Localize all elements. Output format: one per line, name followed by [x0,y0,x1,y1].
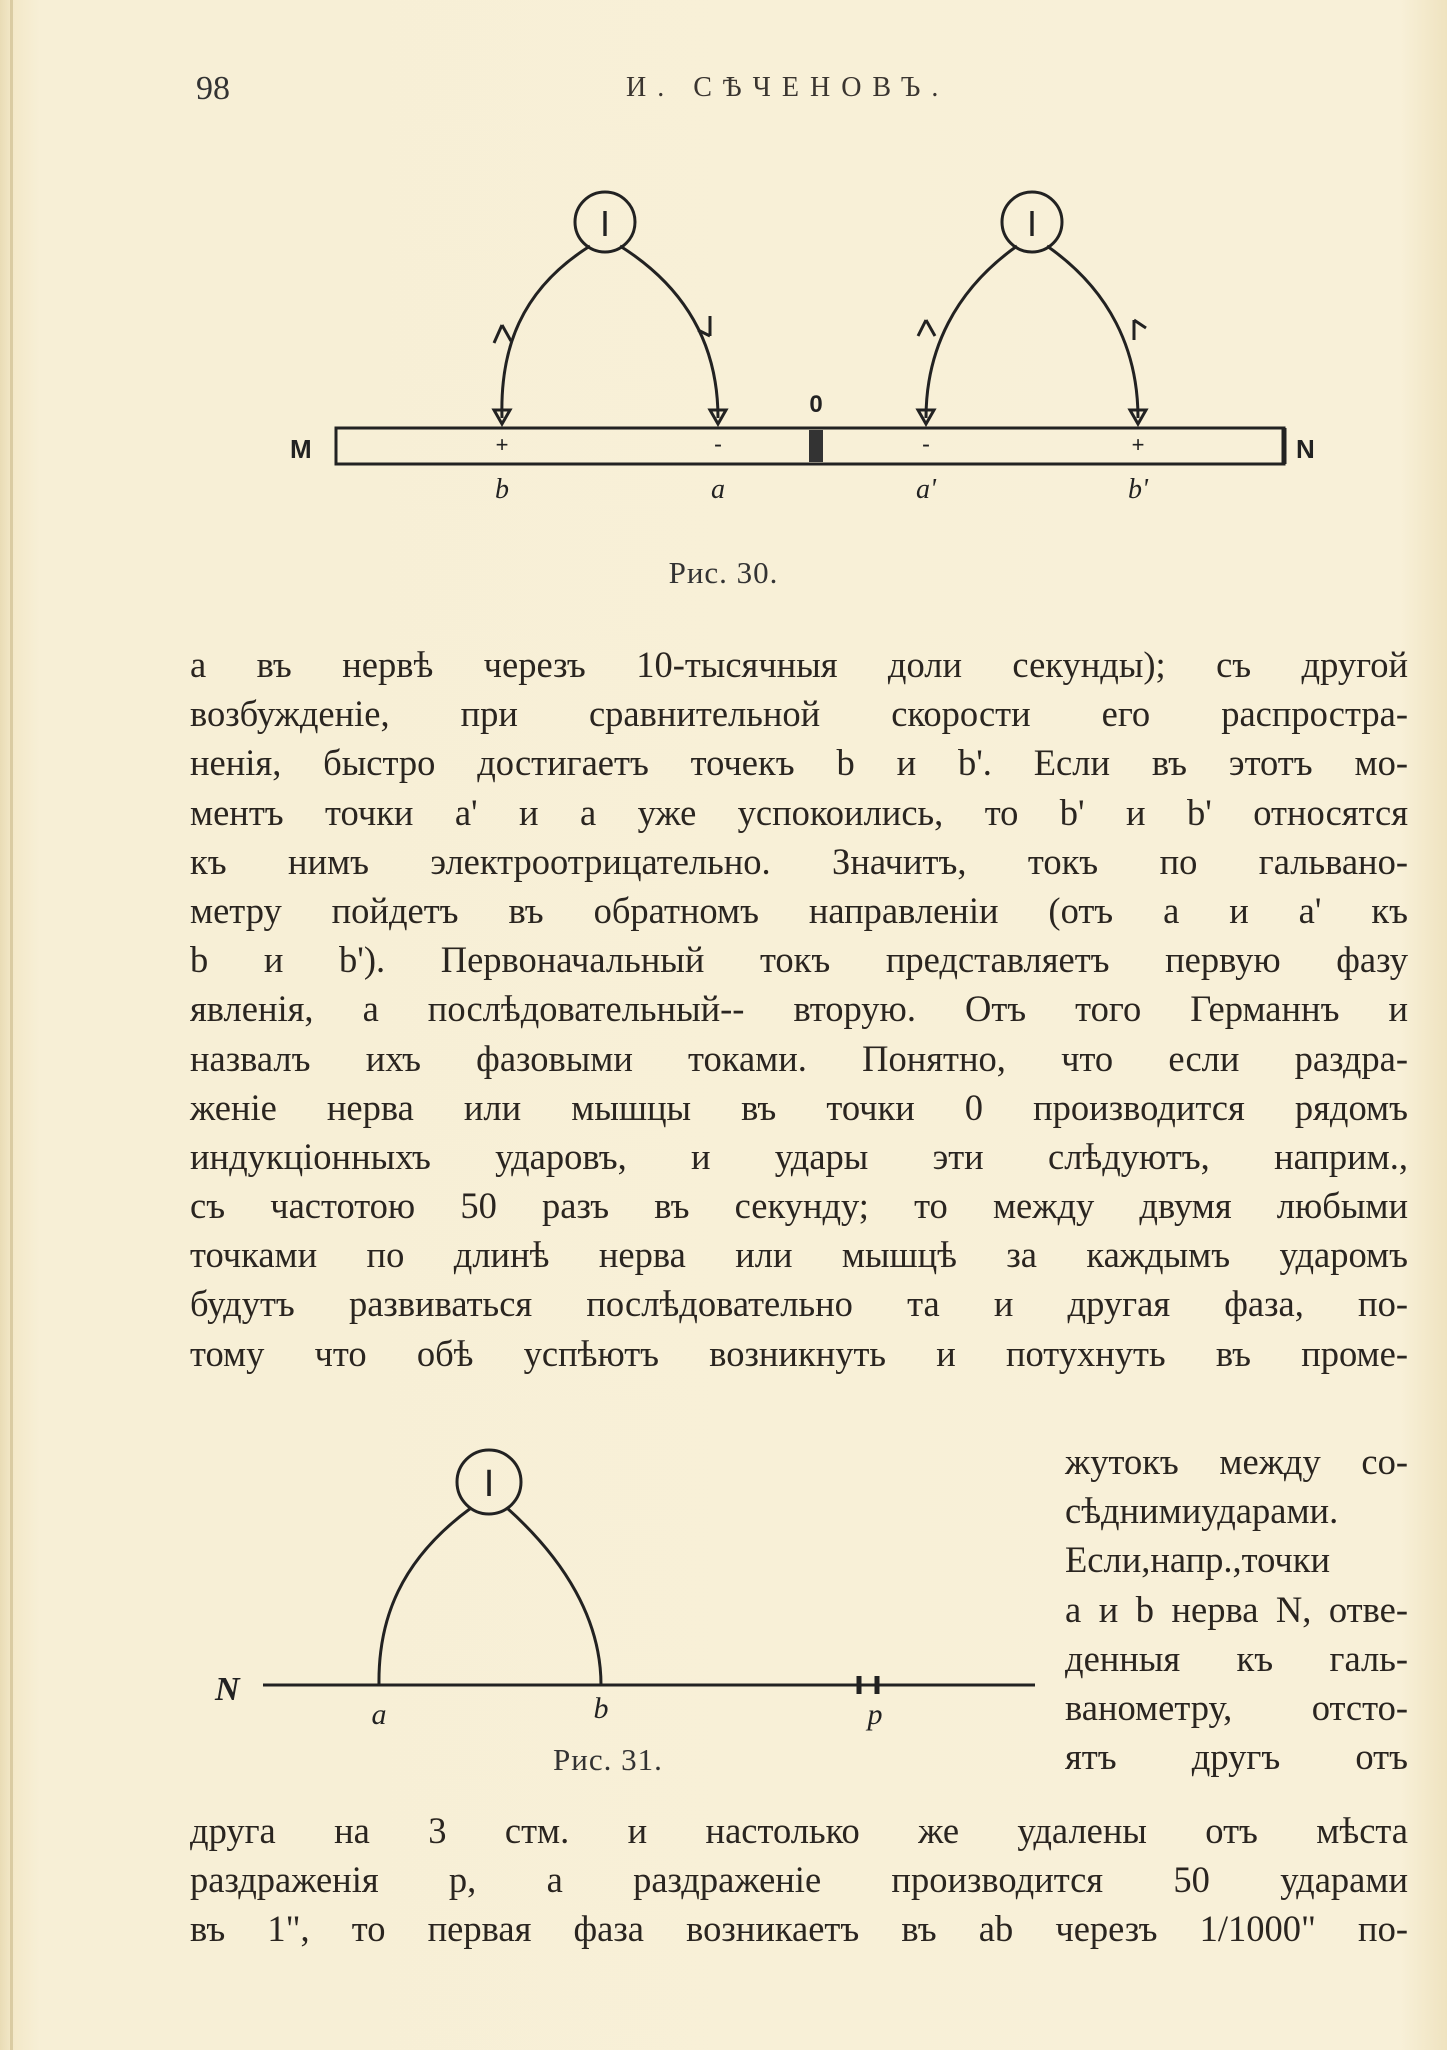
text-line: ванометру, отсто- [1065,1686,1408,1728]
point-a-prime: a' [916,474,936,505]
text-line: будутъ развиваться послѣдовательно та и другая фаза, по- [190,1283,1408,1325]
text-line: денныя къ галь- [1065,1637,1408,1679]
label-N: N [1296,434,1315,464]
running-head: И. СѢЧЕНОВЪ. [626,72,950,103]
text-line: ятъ другъ отъ [1065,1736,1408,1778]
label-N: N [215,1671,240,1708]
text-line: возбужденіе, при сравнительной скорости его распростра- [190,693,1408,735]
page-number: 98 [196,70,230,107]
point-b-prime: b' [1128,474,1148,505]
text-line: Если,напр.,точки [1065,1539,1331,1581]
text-line: явленія, а послѣдовательный-- вторую. Отъ того Германнъ и [190,988,1408,1030]
sign-b: + [495,432,509,457]
galvanometer-left-symbol: I [599,203,611,244]
figure-31 [195,1440,1055,1740]
stimulation-point [809,430,823,462]
text-line: раздраженія р, а раздраженіе производится 50 ударами [190,1859,1408,1901]
point-b: b [495,474,509,505]
sign-a-prime: - [922,431,930,458]
figure-30 [290,180,1370,520]
text-line: сѣднимиударами. [1065,1490,1339,1532]
sign-b-prime: + [1131,432,1145,457]
galvanometer-right-symbol: I [1026,203,1038,244]
bottom-paragraph [190,1806,1408,1954]
label-M: M [290,434,312,464]
point-p: p [867,1698,883,1731]
text-line: а въ нервѣ черезъ 10-тысячныя доли секунды); съ другой [190,644,1408,685]
figure-30-caption: Рис. 30. [668,555,779,590]
point-a: a [371,1698,387,1731]
text-line: женіе нерва или мышцы въ точки 0 производится рядомъ [190,1086,1408,1128]
text-line: жутокъ между со- [1065,1441,1408,1482]
text-line: съ частотою 50 разъ въ секунду; то между двумя любыми [190,1185,1408,1227]
galvanometer-symbol: I [483,1463,495,1505]
point-b: b [593,1692,609,1725]
point-a: a [711,474,725,505]
sign-a: - [714,431,722,458]
main-paragraph [190,640,1408,1378]
text-line: ментъ точки а' и а уже успокоились, то b' и b' относятся [190,791,1408,833]
text-line: тому что обѣ успѣютъ возникнуть и потухнуть въ проме- [190,1332,1408,1374]
text-line: b и b'). Первоначальный токъ представляетъ первую фазу [190,939,1408,981]
page-header [196,70,1406,120]
text-line: назвалъ ихъ фазовыми токами. Понятно, что если раздра- [190,1037,1408,1079]
binding-edge [10,0,13,2050]
text-line: индукціонныхъ ударовъ, и удары эти слѣдуютъ, наприм., [190,1135,1408,1177]
text-line: а и b нерва N, отве- [1065,1588,1408,1630]
side-paragraph [1065,1437,1408,1781]
text-line: въ 1", то первая фаза возникаетъ въ аb черезъ 1/1000" по- [190,1908,1408,1950]
text-line: друга на 3 стм. и настолько же удалены отъ мѣста [190,1810,1408,1851]
text-line: къ нимъ электроотрицательно. Значитъ, токъ по гальвано- [190,840,1408,882]
figure-31-caption: Рис. 31. [553,1742,663,1777]
text-line: точками по длинѣ нерва или мышцѣ за каждымъ ударомъ [190,1234,1408,1276]
text-line: ненія, быстро достигаетъ точекъ b и b'. Если въ этотъ мо- [190,742,1408,784]
text-line: метру пойдетъ въ обратномъ направленіи (отъ а и а' къ [190,889,1408,931]
label-0: 0 [809,391,823,418]
